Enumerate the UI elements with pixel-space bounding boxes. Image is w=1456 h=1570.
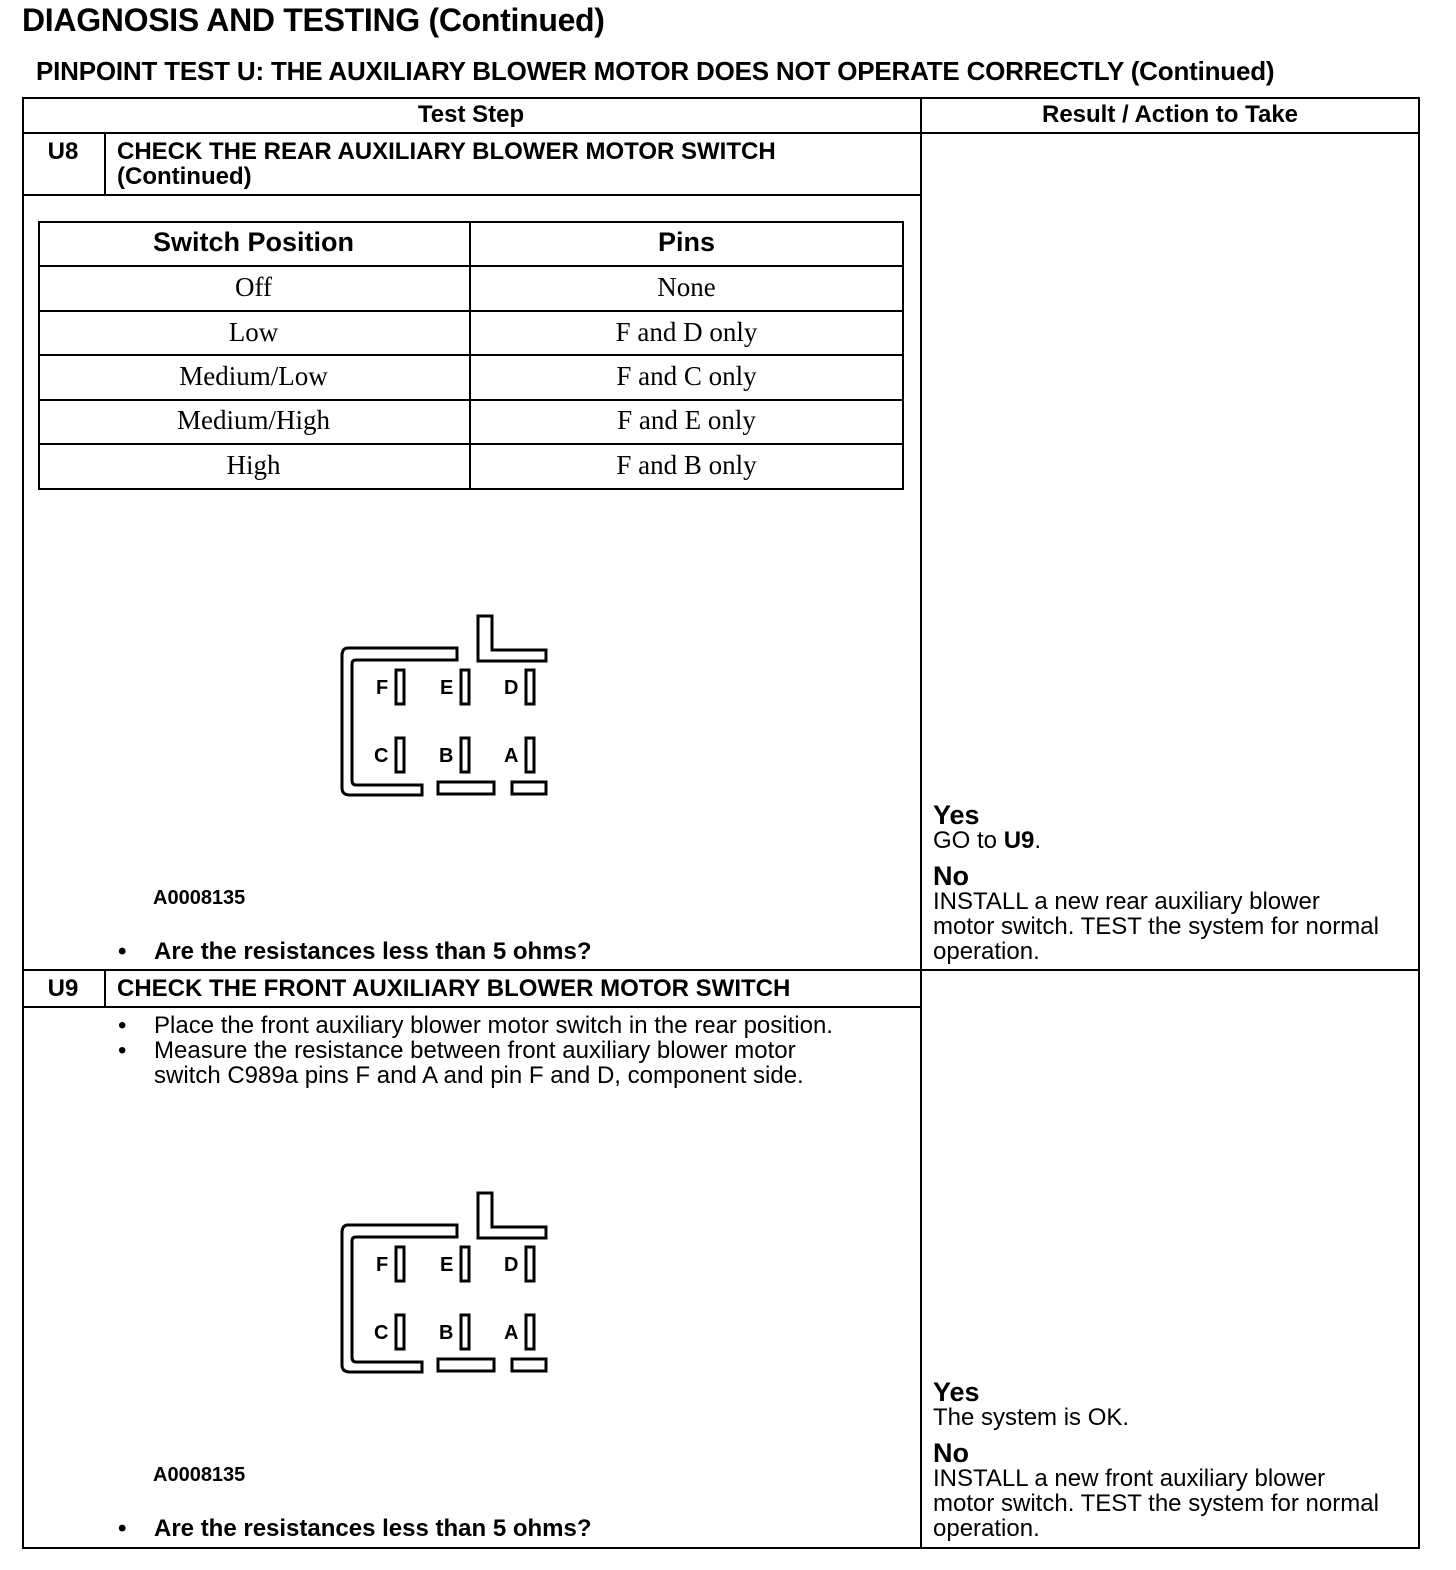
- pin-label-e: E: [440, 677, 454, 699]
- u8-id-divider: [104, 132, 106, 195]
- switch-table-row-divider: [38, 310, 904, 312]
- switch-table-header-pins: Pins: [657, 227, 716, 257]
- pin-label-b: B: [439, 1322, 454, 1344]
- u9-bullet-1: [118, 1012, 833, 1039]
- u9-id-divider: [104, 969, 106, 1007]
- u8-step-id: U8: [47, 138, 79, 165]
- header-divider: [22, 132, 1420, 134]
- switch-position-cell: Medium/Low: [179, 361, 328, 391]
- bullet: •: [118, 938, 127, 965]
- u8-question: [118, 938, 592, 965]
- u8-no-line2: motor switch. TEST the system for normal: [933, 913, 1379, 940]
- u8-yes-suffix: .: [1034, 827, 1042, 854]
- u9-bullet-2-line1: Measure the resistance between front auxiliary blower motor: [154, 1037, 796, 1064]
- u8-no-line1: INSTALL a new rear auxiliary blower: [933, 888, 1320, 915]
- page-title: DIAGNOSIS AND TESTING (Continued): [22, 2, 605, 38]
- switch-position-cell: High: [226, 450, 281, 480]
- u8-title-line1: CHECK THE REAR AUXILIARY BLOWER MOTOR SWITCH: [117, 138, 776, 165]
- header-test-step: Test Step: [417, 101, 525, 128]
- u8-step-title: [117, 139, 776, 189]
- u8-no-line3: operation.: [933, 938, 1040, 965]
- u9-step-id: U9: [47, 975, 79, 1002]
- u8-title-divider: [22, 194, 921, 196]
- u9-bullet-1-text: Place the front auxiliary blower motor switch in the rear position.: [154, 1012, 833, 1039]
- switch-table-row-divider: [38, 399, 904, 401]
- u9-bullet-2: [118, 1037, 804, 1089]
- u9-no-text: [933, 1466, 1413, 1541]
- u9-question: [118, 1515, 592, 1542]
- u9-connector-diagram: [336, 1189, 556, 1379]
- switch-table-header-position: Switch Position: [152, 227, 354, 257]
- u8-yes-prefix: GO to: [933, 827, 1004, 854]
- switch-table-row-divider: [38, 443, 904, 445]
- switch-position-cell: Low: [228, 317, 279, 347]
- u8-yes-text: [933, 828, 1413, 853]
- switch-pins-cell: F and D only: [615, 317, 758, 347]
- u8-yes-ref: U9: [1003, 827, 1035, 854]
- u9-no-label: No: [933, 1438, 969, 1468]
- pin-label-c: C: [374, 1322, 389, 1344]
- u8-title-line2: (Continued): [117, 163, 252, 190]
- pin-label-a: A: [504, 1322, 519, 1344]
- u9-bullet-2-line2: switch C989a pins F and A and pin F and D, component side.: [154, 1062, 804, 1089]
- bullet: •: [118, 1012, 127, 1039]
- pinpoint-test-title: PINPOINT TEST U: THE AUXILIARY BLOWER MOTOR DOES NOT OPERATE CORRECTLY (Continued): [36, 56, 1275, 86]
- bullet: •: [118, 1515, 127, 1542]
- u9-step-title: CHECK THE FRONT AUXILIARY BLOWER MOTOR SWITCH: [117, 975, 791, 1002]
- column-divider: [920, 97, 922, 1549]
- pin-label-c: C: [374, 745, 389, 767]
- pin-label-f: F: [376, 1254, 389, 1276]
- pin-label-e: E: [440, 1254, 454, 1276]
- switch-pins-cell: F and C only: [616, 361, 757, 391]
- pin-label-d: D: [504, 1254, 519, 1276]
- switch-table-row-divider: [38, 265, 904, 267]
- switch-table-row-divider: [38, 354, 904, 356]
- u8-no-label: No: [933, 861, 969, 891]
- switch-position-cell: Medium/High: [177, 405, 330, 435]
- u9-no-line3: operation.: [933, 1515, 1040, 1542]
- u8-no-text: [933, 889, 1413, 964]
- switch-position-cell: Off: [235, 272, 272, 302]
- u9-question-text: Are the resistances less than 5 ohms?: [154, 1515, 592, 1542]
- u8-connector-diagram: [336, 612, 556, 802]
- bullet: •: [118, 1037, 127, 1064]
- u8-figure-id: A0008135: [153, 887, 246, 909]
- header-result: Result / Action to Take: [1041, 101, 1299, 128]
- u9-no-line2: motor switch. TEST the system for normal: [933, 1490, 1379, 1517]
- pin-label-f: F: [376, 677, 389, 699]
- switch-pins-cell: F and B only: [616, 450, 757, 480]
- u9-figure-id: A0008135: [153, 1464, 246, 1486]
- pin-label-b: B: [439, 745, 454, 767]
- pin-label-a: A: [504, 745, 519, 767]
- switch-pins-cell: None: [657, 272, 716, 302]
- step-divider: [22, 969, 1420, 971]
- u9-yes-text: The system is OK.: [933, 1404, 1130, 1431]
- u9-no-line1: INSTALL a new front auxiliary blower: [933, 1465, 1326, 1492]
- u8-yes-label: Yes: [933, 800, 980, 830]
- u8-question-text: Are the resistances less than 5 ohms?: [154, 938, 592, 965]
- u9-title-divider: [22, 1006, 921, 1008]
- switch-pins-cell: F and E only: [617, 405, 756, 435]
- u9-yes-label: Yes: [933, 1377, 980, 1407]
- pin-label-d: D: [504, 677, 519, 699]
